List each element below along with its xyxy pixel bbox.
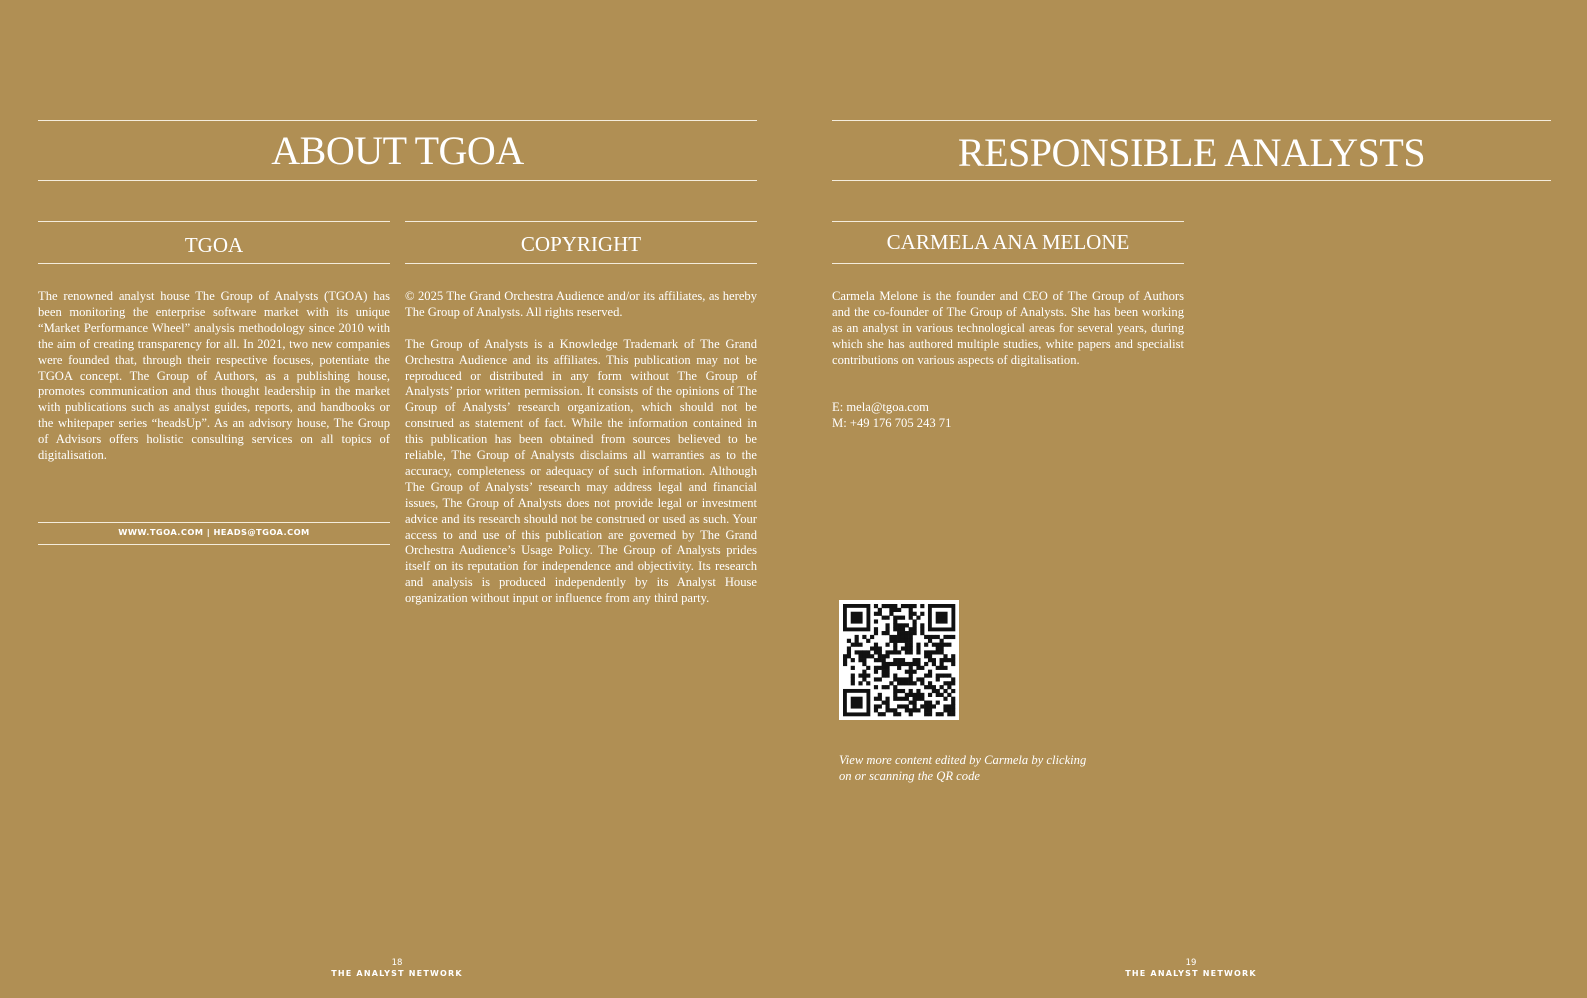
qr-code-icon[interactable] (839, 600, 959, 720)
footer-network-label: THE ANALYST NETWORK (331, 969, 463, 978)
tgoa-heading-bottom-rule (38, 263, 390, 264)
qr-caption (839, 752, 1086, 784)
page-number: 19 (1185, 958, 1197, 968)
copyright-paragraph-2: The Group of Analysts is a Knowledge Trademark of The Grand Orchestra Audience and its affiliates. This publication may not be reproduced or distributed in any form without The Group of Analysts’ prior written permission. It consists of the opinions of The Group of Analysts’ research organization, which should not be construed as statement of fact. While the information contained in this publication has been obtained from sources believed to be reliable, The Group of Analysts disclaims all warranties as to the accuracy, completeness or adequacy of such information. Although The Group of Analysts’ research may address legal and financial issues, The Group of Analysts does not provide legal or investment advice and its research should not be construed or used as such. Your access to and use of this publication are governed by The Grand Orchestra Audience’s Usage Policy. The Group of Analysts prides itself on its reputation for independence and objectivity. Its research and analysis is produced independently by its Analyst House organization without input or influence from any third party. (405, 336, 757, 606)
left-footer (247, 958, 547, 978)
analyst-name-top-rule (832, 221, 1184, 222)
tgoa-heading-top-rule (38, 221, 390, 222)
about-title: ABOUT TGOA (271, 128, 524, 173)
links-top-rule (38, 522, 390, 523)
analyst-email[interactable]: E: mela@tgoa.com (832, 400, 929, 414)
footer-network-label: THE ANALYST NETWORK (1125, 969, 1257, 978)
analyst-mobile[interactable]: M: +49 176 705 243 71 (832, 415, 952, 430)
analyst-name-bottom-rule (832, 263, 1184, 264)
analyst-name: CARMELA ANA MELONE (886, 230, 1130, 254)
analyst-bio-paragraph: Carmela Melone is the founder and CEO of The Group of Authors and the co-founder of The Group of Analysts. She has been working as an analyst in various technological areas for several years, during which she has authored multiple studies, white papers and specialist contributions on various aspects of digitalisation. (832, 289, 1184, 367)
website-email-link[interactable]: WWW.TGOA.COM | HEADS@TGOA.COM (118, 527, 310, 537)
copyright-text (405, 289, 757, 623)
title-bottom-rule (38, 180, 757, 181)
right-footer (1041, 958, 1341, 978)
copyright-heading-bottom-rule (405, 263, 757, 264)
analysts-title-top-rule (832, 120, 1551, 121)
right-page (794, 0, 1587, 998)
analyst-bio (832, 289, 1184, 384)
tgoa-heading: TGOA (184, 233, 244, 257)
qr-caption-line-1: View more content edited by Carmela by clicking (839, 753, 1087, 767)
copyright-paragraph-1: © 2025 The Grand Orchestra Audience and/or its affiliates, as hereby The Group of Analysts. All rights reserved. (405, 289, 757, 319)
links-bottom-rule (38, 544, 390, 545)
copyright-heading-top-rule (405, 221, 757, 222)
qr-caption-line-2: on or scanning the QR code (839, 769, 980, 783)
title-top-rule (38, 120, 757, 121)
page-number: 18 (391, 958, 403, 968)
analysts-title: RESPONSIBLE ANALYSTS (957, 130, 1426, 175)
analysts-title-bottom-rule (832, 180, 1551, 181)
tgoa-description (38, 289, 390, 480)
copyright-heading: COPYRIGHT (520, 232, 642, 256)
qr-code-graphic (839, 600, 959, 720)
analyst-contact (832, 400, 951, 432)
left-page (0, 0, 793, 998)
tgoa-paragraph: The renowned analyst house The Group of Analysts (TGOA) has been monitoring the enterprise software market with its unique “Market Performance Wheel” analysis methodology since 2010 with the aim of creating transparency for all. In 2021, two new companies were founded that, through their respective focuses, potentiate the TGOA concept. The Group of Authors, as a publishing house, promotes communication and thus thought leadership in the market with publications such as analyst guides, reports, and handbooks or the whitepaper series “headsUp”. As an advisory house, The Group of Advisors offers holistic consulting services on all topics of digitalisation. (38, 289, 390, 463)
